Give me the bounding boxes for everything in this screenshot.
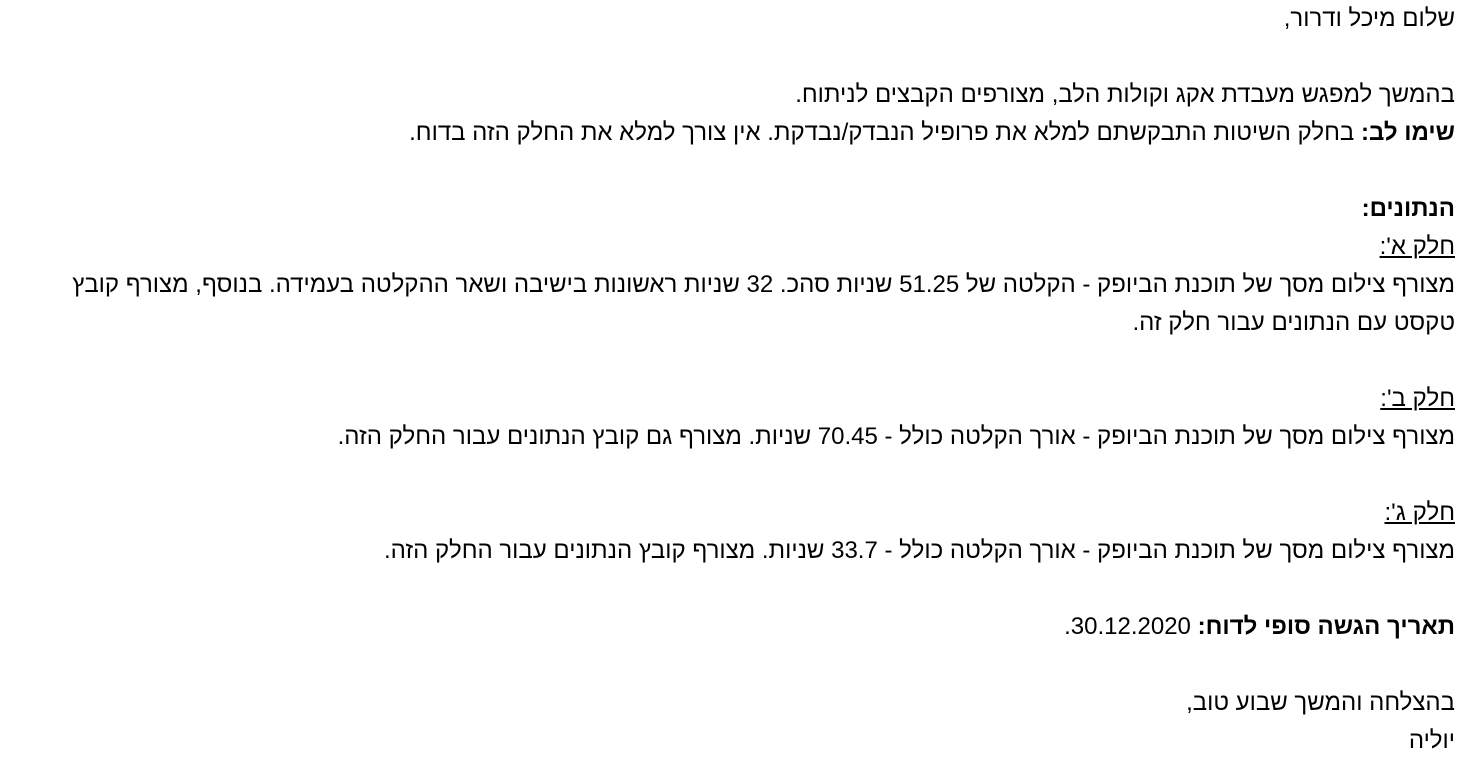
spacer — [26, 646, 1455, 684]
part-a-title — [26, 228, 1455, 266]
deadline-value: 30.12.2020. — [1064, 613, 1198, 640]
deadline-line — [26, 608, 1455, 646]
part-b-title — [26, 380, 1455, 418]
data-heading: הנתונים: — [1361, 195, 1455, 222]
part-c-title-text: חלק ג': — [1384, 499, 1455, 526]
part-c-title — [26, 494, 1455, 532]
closing-text: בהצלחה והמשך שבוע טוב, — [1186, 689, 1455, 716]
deadline-label: תאריך הגשה סופי לדוח: — [1197, 613, 1455, 640]
signature: יוליה — [1408, 727, 1455, 754]
note-line — [26, 114, 1455, 152]
part-c-text: מצורף צילום מסך של תוכנת הביופק - אורך הקלטה כולל - 33.7 שניות. מצורף קובץ הנתונים עבור החלק הזה. — [384, 537, 1455, 564]
part-b-title-text: חלק ב': — [1380, 385, 1455, 412]
part-b-text: מצורף צילום מסך של תוכנת הביופק - אורך הקלטה כולל - 70.45 שניות. מצורף גם קובץ הנתונים עבור החלק הזה. — [337, 423, 1455, 450]
part-a-title-text: חלק א': — [1379, 233, 1455, 260]
part-a-text: מצורף צילום מסך של תוכנת הביופק - הקלטה של 51.25 שניות סהכ. 32 שניות ראשונות בישיבה ושאר ההקלטה בעמידה. בנוסף, מצורף קובץ טקסט עם הנתונים עבור חלק זה. — [72, 271, 1455, 336]
note-text: בחלק השיטות התבקשתם למלא את פרופיל הנבדק/נבדקת. אין צורך למלא את החלק הזה בדוח. — [409, 119, 1361, 146]
spacer — [26, 342, 1455, 380]
greeting: שלום מיכל ודרור, — [1283, 5, 1455, 32]
spacer — [26, 38, 1455, 76]
spacer — [26, 570, 1455, 608]
spacer — [26, 456, 1455, 494]
note-label: שימו לב: — [1360, 119, 1455, 146]
spacer — [26, 152, 1455, 190]
intro-text: בהמשך למפגש מעבדת אקג וקולות הלב, מצורפים הקבצים לניתוח. — [795, 81, 1455, 108]
